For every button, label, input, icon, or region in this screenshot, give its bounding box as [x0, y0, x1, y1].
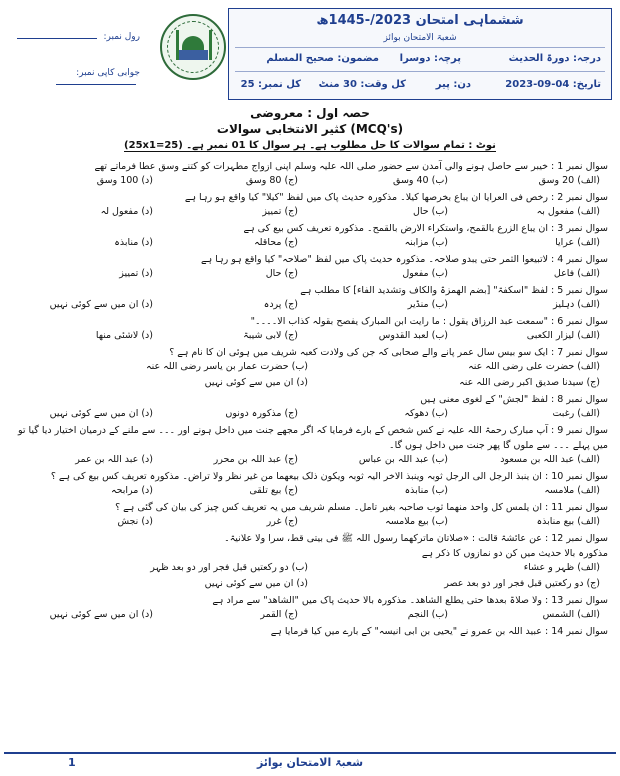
marks-label: کل نمبر: 25	[240, 79, 301, 90]
page-number: 1	[68, 756, 76, 769]
question-text: مذکورہ بالا حدیث میں کن دو نمازوں کا ذکر ہے	[421, 548, 608, 559]
option-1[interactable]: (الف) رغبت	[552, 408, 600, 419]
footer-department: شعبۃ الامتحان بوائز	[256, 756, 364, 769]
option-2[interactable]: (ب) مزابنہ	[404, 237, 448, 248]
option-3[interactable]: (ج) القمر	[260, 609, 298, 620]
option-4[interactable]: (د) عبد اللہ بن عمر	[75, 454, 153, 465]
exam-header-box	[228, 8, 612, 100]
question-text: سوال نمبر 10 : ان ینبذ الرجل الی الرجل ثوبہ وینبذ الاخر الیہ ثوبہ ویکون ذلک بیعھما من غیر نظر ولا تراض۔ مذکورہ تعریف کس بیع کی ہے ؟	[50, 471, 608, 482]
exam-department: شعبۃ الامتحان بوائز	[383, 33, 457, 43]
day-label: دن: پیر	[435, 79, 471, 90]
exam-title: ششماہی امتحان 2023/-1445ھ	[316, 13, 524, 28]
options-row	[12, 175, 608, 188]
option-3[interactable]: (ج) غرر	[266, 516, 298, 527]
option-1[interactable]: (ج) دو رکعتیں قبل فجر اور دو بعد عصر	[444, 578, 600, 589]
option-4[interactable]: (د) مفعول لہ	[100, 206, 153, 217]
option-4[interactable]: (د) 100 وسق	[96, 175, 153, 186]
subject-label: مضمون: صحیح المسلم	[266, 53, 379, 64]
option-2[interactable]: (ب) منابذہ	[404, 485, 448, 496]
option-3[interactable]: (ج) پردہ	[263, 299, 298, 310]
option-2[interactable]: (ب) 40 وسق	[393, 175, 448, 186]
option-4[interactable]: (د) ان میں سے کوئی نہیں	[49, 299, 153, 310]
option-4[interactable]: (د) ان میں سے کوئی نہیں	[49, 609, 153, 620]
option-1[interactable]: (الف) 20 وسق	[538, 175, 600, 186]
option-4[interactable]: (د) لاشئی منھا	[95, 330, 153, 341]
options-row	[12, 562, 608, 575]
option-2[interactable]: (ب) لعبد القدوس	[378, 330, 448, 341]
option-4[interactable]: (د) منابذہ	[114, 237, 153, 248]
option-3[interactable]: (ج) لابی شیبۃ	[243, 330, 298, 341]
option-3[interactable]: (ج) 80 وسق	[245, 175, 298, 186]
question-text: سوال نمبر 8 : لفظ "لجش" کے لغوی معنی ہیں	[420, 394, 608, 405]
question-text: سوال نمبر 9 : آپ مبارک رحمۃ اللہ علیہ نے کس شخص کے بارے فرمایا کہ اگر مجھے جنت میں داخل ہونے اور ۔۔۔ سے ملنے کے درمیان اختیار دیا گیا تو	[17, 425, 608, 436]
options-row	[12, 578, 608, 591]
time-label: کل وقت: 30 منٹ	[318, 79, 406, 90]
question-text: سوال نمبر 5 : لفظ "اسکفۃ" [بضم الھمزۃ والکاف وتشدید الفاء] کا مطلب ہے	[300, 285, 608, 296]
institution-logo	[160, 14, 226, 80]
option-2[interactable]: (ب) حال	[412, 206, 448, 217]
option-1[interactable]: (الف) فاعل	[553, 268, 600, 279]
answer-copy-label: جوابی کاپی نمبر:	[76, 68, 140, 78]
option-4[interactable]: (د) تمییز	[119, 268, 153, 279]
question-text: سوال نمبر 7 : ایک سو بیس سال عمر پانے والے صحابی کہ جن کی ولادت کعبہ شریف میں ہوئی ان کا نام ہے ؟	[169, 347, 608, 358]
options-row	[12, 516, 608, 529]
options-row	[12, 206, 608, 219]
options-row	[12, 237, 608, 250]
question-text: سوال نمبر 11 : ان یلمس کل واحد منھما ثوب صاحبہ بغیر تامل۔ مسلم شریف میں یہ تعریف کس چیز کی بیان کی گئی ہے ؟	[115, 502, 608, 513]
option-1[interactable]: (الف) مفعول بہ	[536, 206, 600, 217]
option-1[interactable]: (الف) عرایا	[555, 237, 600, 248]
option-4[interactable]: (د) ان میں سے کوئی نہیں	[49, 408, 153, 419]
options-row	[12, 361, 608, 374]
options-row	[12, 485, 608, 498]
option-2[interactable]: (د) ان میں سے کوئی نہیں	[204, 377, 308, 388]
option-3[interactable]: (ج) عبد اللہ بن محرر	[213, 454, 298, 465]
option-2[interactable]: (ب) عبد اللہ بن عباس	[358, 454, 448, 465]
page-footer	[4, 752, 616, 772]
question-text: سوال نمبر 14 : عبید اللہ بن عمرو نے "یحیی بن ابی انیسہ" کے بارے میں کیا فرمایا ہے	[270, 626, 608, 637]
grade-label: درجہ: دورۃ الحدیث	[508, 53, 601, 64]
option-2[interactable]: (د) ان میں سے کوئی نہیں	[204, 578, 308, 589]
section-heading: حصہ اول : معروضی	[250, 106, 370, 120]
paper-label: پرچہ: دوسرا	[399, 53, 461, 64]
options-row	[12, 377, 608, 390]
option-1[interactable]: (الف) ظہر و عشاء	[523, 562, 600, 573]
question-text: سوال نمبر 2 : رخص فی العرایا ان یباع بخرصھا کیلا۔ مذکورہ حدیث پاک میں لفظ "کیلا" کیا واقع ہو رہا ہے	[184, 192, 608, 203]
question-text: سوال نمبر 4 : لاتبیعوا الثمر حتی یبدو صلاحہ۔ مذکورہ حدیث پاک میں لفظ "صلاحہ" کیا واقع ہو رہا ہے	[201, 254, 608, 265]
question-text: سوال نمبر 6 : "سمعت عبد الرزاق یقول : ما رایت ابن المبارک یفصح بقولہ کذاب الا۔۔۔۔"	[250, 316, 608, 327]
question-text: سوال نمبر 1 : خیبر سے حاصل ہونے والی آمدن سے حضور صلی اللہ علیہ وسلم اپنی ازواج مطہرات کو کتنے وسق عطا فرماتے تھے	[94, 161, 608, 172]
option-1[interactable]: (الف) حضرت علی رضی اللہ عنہ	[468, 361, 600, 372]
options-row	[12, 454, 608, 467]
option-2[interactable]: (ب) مفعول	[402, 268, 448, 279]
date-label: تاریخ: 04-09-2023	[505, 79, 601, 90]
option-1[interactable]: (الف) لیزار الکعبی	[526, 330, 600, 341]
options-row	[12, 268, 608, 281]
question-text: سوال نمبر 13 : ولا صلاۃ بعدھا حتی یطلع الشاھد۔ مذکورہ بالا حدیث پاک میں "الشاھد" سے مراد ہے	[212, 595, 608, 606]
option-1[interactable]: (الف) الشمس	[542, 609, 600, 620]
option-3[interactable]: (ج) تمییز	[262, 206, 298, 217]
instruction-note-text: نوٹ : تمام سوالات کا حل مطلوب ہے۔ ہر سوال کا 01 نمبر ہے۔ (25x1=25)	[124, 140, 496, 151]
option-2[interactable]: (ب) دھوکہ	[404, 408, 448, 419]
option-2[interactable]: (ب) النجم	[407, 609, 448, 620]
option-1[interactable]: (الف) ملامسہ	[544, 485, 600, 496]
option-1[interactable]: (الف) دہلیز	[553, 299, 600, 310]
roll-number-label: رول نمبر:	[103, 32, 140, 42]
options-row	[12, 408, 608, 421]
section-subheading: کثیر الانتخابی سوالات (MCQ's)	[216, 122, 404, 136]
answer-copy-number-field[interactable]	[0, 68, 140, 88]
option-3[interactable]: (ج) بیع تلقی	[249, 485, 298, 496]
option-2[interactable]: (ب) بیع ملامسہ	[385, 516, 448, 527]
option-4[interactable]: (د) مرابحہ	[111, 485, 153, 496]
question-text: میں پہلے ۔۔۔ سے ملوں گا پھر جنت میں داخل ہوں گا۔	[389, 440, 608, 451]
options-row	[12, 299, 608, 312]
options-row	[12, 330, 608, 343]
option-3[interactable]: (ج) حال	[265, 268, 298, 279]
option-3[interactable]: (ج) محاقلہ	[254, 237, 298, 248]
option-1[interactable]: (الف) عبد اللہ بن مسعود	[500, 454, 600, 465]
option-1[interactable]: (ج) سیدنا صدیق اکبر رضی اللہ عنہ	[459, 377, 600, 388]
instruction-note	[0, 140, 620, 151]
option-2[interactable]: (ب) منڈیر	[407, 299, 448, 310]
option-3[interactable]: (ج) مذکورہ دونوں	[225, 408, 298, 419]
option-1[interactable]: (الف) بیع منابذہ	[536, 516, 600, 527]
roll-number-field[interactable]	[0, 32, 140, 42]
option-2[interactable]: (ب) حضرت عمار بن یاسر رضی اللہ عنہ	[146, 361, 308, 372]
option-4[interactable]: (د) نجش	[117, 516, 153, 527]
question-text: سوال نمبر 12 : عن عائشۃ قالت : «صلاتان ماترکھما رسول اللہ ﷺ فی بیتی قط، سرا ولا علانیۃ۔	[224, 533, 608, 544]
question-text: سوال نمبر 3 : ان یباع الزرع بالقمح، واستکراء الارض بالقمح۔ مذکورہ تعریف کس بیع کی ہے	[243, 223, 608, 234]
options-row	[12, 609, 608, 622]
option-2[interactable]: (ب) دو رکعتیں قبل فجر اور دو بعد ظہر	[150, 562, 308, 573]
